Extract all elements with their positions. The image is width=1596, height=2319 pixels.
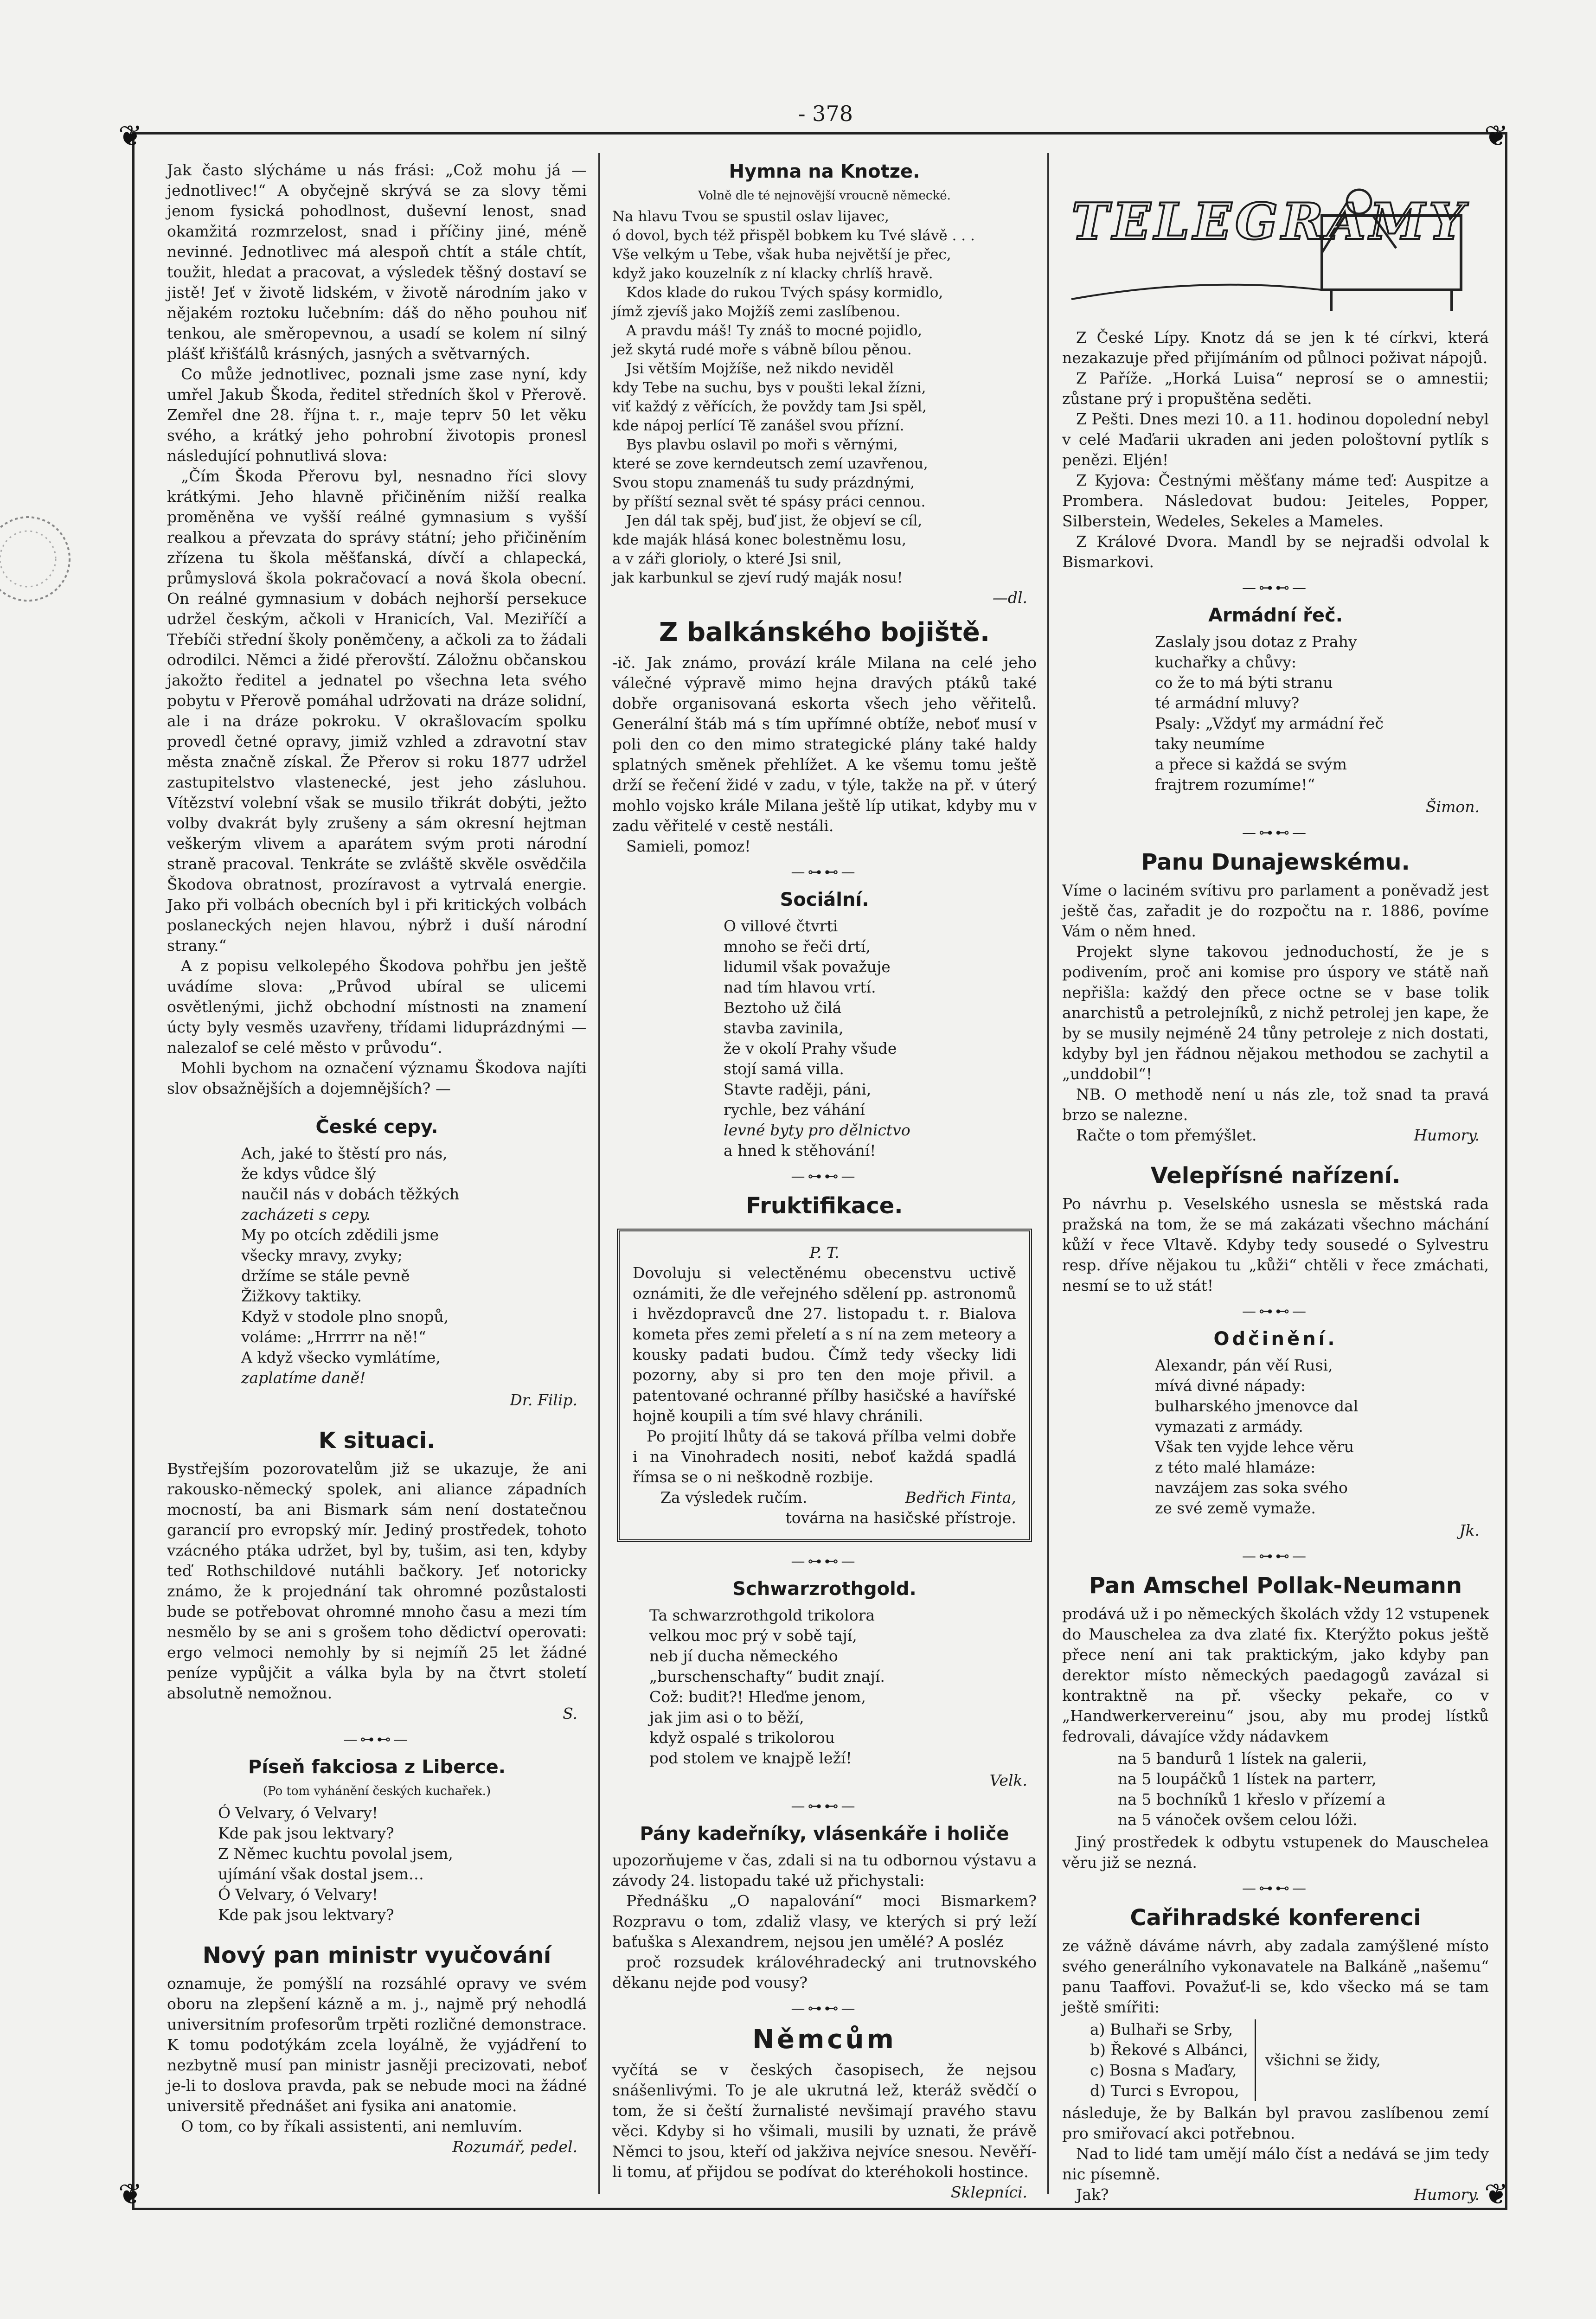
poem-line: když jako kouzelník z ní klacky chrlíš hravě. (612, 265, 933, 282)
paragraph: A z popisu velkolepého Škodova pohřbu jen ještě uvádíme slova: „Průvod ubíral se ulicemi osvětlenými, jichž obchodní místnosti na znamení úcty byly vesměs uzavřeny, třídami liduprázdnými — nalezalof se celé město v průvodu“. (167, 957, 587, 1057)
signature: S. (563, 1704, 577, 1723)
poem-line: O villové čtvrti (724, 917, 838, 935)
poem-line: Vše velkým u Tebe, však huba největší je přec, (612, 246, 951, 263)
poem-line: a hned k stěhování! (724, 1141, 876, 1160)
section-title: Němcům (752, 2024, 897, 2055)
list-item: d) Turci s Evropou, (1090, 2082, 1239, 2100)
poem-line: Ta schwarzrothgold trikolora (649, 1606, 875, 1624)
section-title: Odčinění. (1213, 1328, 1338, 1350)
divider-ornament-icon: —⊶⊷— (791, 864, 858, 880)
divider-ornament-icon: —⊶⊷— (343, 1731, 410, 1748)
paragraph: Projekt slyne takovou jednoduchostí, že je s podivením, proč ani komise pro úspory ve státě naň nepřišla: každý den přece octne se v base tolik anarchistů a petrolejníků, z nichž petrolej jen kape, že by se musily nejméně 24 tůny petroleje z nich dostati, kdyby byl jen řádnou nějakou methodou se zachytil a „unddobil“! (1062, 942, 1489, 1083)
poem-line: velkou moc prý v sobě tají, (649, 1627, 857, 1645)
poem-line: Z Němec kuchtu povolal jsem, (218, 1845, 453, 1863)
brace-list (1090, 2019, 1489, 2101)
section-title: Z balkánského bojiště. (659, 617, 990, 647)
poem-line: A pravdu máš! Ty znáš to mocné pojidlo, (626, 322, 923, 339)
poem-line: Žižkovy taktiky. (241, 1287, 362, 1305)
closing-line (1062, 2184, 1489, 2205)
poem-line: bulharského jmenovce dal (1155, 1397, 1359, 1415)
poem-line: té armádní mluvy? (1155, 694, 1300, 712)
poem (241, 1143, 587, 1388)
signature: Dr. Filip. (510, 1391, 577, 1409)
poem-line: Jsi větším Mojžíše, než nikdo neviděl (626, 360, 894, 377)
section-title: České cepy. (315, 1116, 438, 1138)
corner-ornament-icon: ❦ (118, 119, 142, 153)
divider-ornament-icon: —⊶⊷— (1242, 1880, 1309, 1896)
poem-line: kdy Tebe na suchu, bys v poušti lekal žízni, (612, 379, 926, 396)
telegram-item: Z Kyjova: Čestnými měšťany máme teď: Auspitze a Prombera. Následovat budou: Jeiteles, Popper, Silberstein, Wedeles, Sekeles a Mameles. (1062, 471, 1489, 530)
section-title: K situaci. (318, 1428, 436, 1454)
poem-line: voláme: „Hrrrrr na ně!“ (241, 1328, 426, 1346)
corner-ornament-icon: ❦ (1484, 119, 1508, 153)
paragraph: oznamuje, že pomýšlí na rozsáhlé opravy ve svém oboru na zlepšení kázně a m. j., najmě prý nehodlá universitním profesorům trpěti rozličné demonstrace. K tomu podotýkám zcela loyálně, že vyjádření to nezbytně musí pan ministr jasněji precizovati, neboť je-li to doslova pravda, pak se nebude moci na žádné universitě přednášet ani fysika ani anatomie. (167, 1974, 587, 2115)
paragraph: Samieli, pomoz! (626, 837, 751, 855)
paragraph: Přednášku „O napalování“ moci Bismarkem? Rozpravu o tom, zdaliž vlasy, ve kterých si prý leží baťuška s Alexandrem, nejsou jen umělé? A posléz (612, 1892, 1037, 1951)
signature: Sklepníci. (950, 2183, 1027, 2201)
signature: Šimon. (1425, 798, 1480, 816)
poem-line: ujímání však dostal jsem… (218, 1865, 424, 1883)
paragraph: Po návrhu p. Veselského usnesla se městská rada pražská na tom, že se má zakázati všechno máchání kůží v řece Vltavě. Kdyby tedy sousedé o Sylvestru resp. dříve nějakou tu „kůži“ chtěli v řece zmáchati, nesmí se to už stát! (1062, 1195, 1489, 1294)
poem-line: zacházeti s cepy. (241, 1205, 371, 1224)
poem-line: Což: budit?! Hleďme jenom, (649, 1688, 866, 1706)
poem-line: jež skytá rudé moře s vábně bílou pěnou. (612, 341, 912, 358)
poem-line: Ach, jaké to štěstí pro nás, (241, 1144, 448, 1162)
ad-closing (633, 1487, 1016, 1508)
corner-ornament-icon: ❦ (118, 2177, 142, 2211)
section-title: Schwarzrothgold. (732, 1578, 917, 1600)
column-rule (598, 153, 600, 2194)
closing-text: Račte o tom přemýšlet. (1076, 1126, 1257, 1144)
poem-line: levné byty pro dělnictvo (724, 1121, 910, 1139)
paragraph: Dovoluju si velectěnému obecenstvu uctivě oznámiti, že dle veřejného sdělení pp. astronomů i hvězdopravců dne 27. listopadu t. r. Bialova kometa přes zemi přeletí a s ní na zem meteory a kousky padati budou. Čímž tedy všecky lidi pozorny, aby si pro ten den moje přivil. a patentované ochranné přílby hasičské a havířské hojně koupili a tím své hlavy chránili. (633, 1264, 1016, 1425)
paragraph: ze vážně dáváme návrh, aby zadala zamýšlené místo svého generálního vykonavatele na Balkáně „našemu“ panu Taaffovi. Považuť-li se, kdo všecko má se tam ještě smířiti: (1062, 1937, 1489, 2016)
poem-line: Bys plavbu oslavil po moři s věrnými, (626, 436, 898, 453)
paragraph: vyčítá se v českých časopisech, že nejsou snášenlivými. To je ale ukrutná lež, kteráž svědčí o tom, že si čeští žurnalisté nevšimají pravého stavu věci. Kdyby si ho všimali, musili by uznati, že právě Němci to jsou, kteří od jakživa nejvíce snesou. Nevěří-li tomu, ať přijdou se podívat do kteréhokoli hostince. (612, 2061, 1037, 2181)
poem-line: lidumil však považuje (724, 958, 891, 976)
divider-ornament-icon: —⊶⊷— (1242, 580, 1309, 596)
poem-line: když ospalé s trikolorou (649, 1729, 835, 1747)
poem-line: ó dovol, bych též přispěl bobkem ku Tvé slávě . . . (612, 227, 975, 244)
signature: Humory. (1414, 2185, 1480, 2204)
list-item: na 5 bochníků 1 křeslo v přízemí a (1118, 1790, 1386, 1808)
poem-line: Zaslaly jsou dotaz z Prahy (1155, 633, 1357, 651)
section-title: Fruktifikace. (746, 1193, 903, 1219)
poem-line: Stavte raději, páni, (724, 1080, 872, 1098)
paragraph: proč rozsudek královéhradecký ani trutnovského děkanu nejde pod vousy? (612, 1953, 1037, 1992)
divider-ornament-icon: —⊶⊷— (791, 1798, 858, 1814)
section-title: Armádní řeč. (1208, 605, 1343, 626)
poem-line: „burschenschafty“ budit znají. (649, 1667, 885, 1685)
section-title: Pan Amschel Pollak-Neumann (1089, 1573, 1462, 1599)
poem-line: mívá divné nápady: (1155, 1377, 1306, 1395)
telegram-item: Z České Lípy. Knotz dá se jen k té církvi, která nezakazuje před přijímáním od půlnoci poživat nápojů. (1062, 328, 1489, 367)
poem-line: z této malé hlamáze: (1155, 1458, 1316, 1476)
poem-line: Jen dál tak spěj, buď jist, že objeví se cíl, (626, 512, 923, 529)
poem-line: taky neumíme (1155, 735, 1265, 753)
list-item: b) Řekové s Albánci, (1090, 2041, 1248, 2059)
poem-line: Svou stopu znamenáš tu sudy prázdnými, (612, 474, 915, 491)
poem-line: jak karbunkul se zjeví rudý maják nosu! (612, 570, 903, 586)
poem-line: kde maják hlásá konec bolestněmu losu, (612, 532, 906, 548)
paragraph: Po projití lhůty dá se taková přílba velmi dobře i na Vinohradech nositi, neboť každá spadlá římsa se o ni neškodně rozbije. (633, 1427, 1016, 1486)
poem-line: co že to má býti stranu (1155, 673, 1333, 692)
poem-line: navzájem zas soka svého (1155, 1479, 1348, 1497)
list-item: na 5 vánoček ovšem celou lóži. (1118, 1811, 1358, 1829)
list-item: na 5 loupáčků 1 lístek na parterr, (1118, 1770, 1377, 1788)
poem-line: frajtrem rozumíme!“ (1155, 775, 1315, 794)
poem-line: Alexandr, pán věí Rusi, (1155, 1356, 1333, 1374)
section-title: Velepřísné nařízení. (1150, 1163, 1401, 1189)
poem-line: a v záři glorioly, o které Jsi snil, (612, 551, 842, 567)
column-rule (1047, 153, 1049, 2194)
poem-line: Kdos klade do rukou Tvých spásy kormidlo, (626, 284, 943, 301)
signature: Jk. (1459, 1521, 1480, 1539)
section-title: Hymna na Knotze. (729, 161, 920, 182)
poem (1155, 632, 1489, 795)
poem-line: Beztoho už čilá (724, 999, 842, 1017)
section-title: Píseň fakciosa z Liberce. (248, 1756, 506, 1778)
poem-line: všecky mravy, zvyky; (241, 1246, 403, 1264)
poem-line: Ó Velvary, ó Velvary! (218, 1885, 378, 1903)
poem-line: stojí samá villa. (724, 1060, 844, 1078)
closing-text: Jak? (1076, 2185, 1109, 2204)
poem-line: ze své země vymaže. (1155, 1499, 1316, 1517)
divider-ornament-icon: —⊶⊷— (1242, 825, 1309, 841)
banner-title: TELEGRAMY (1071, 192, 1468, 251)
salutation: P. T. (809, 1243, 840, 1262)
poem-line: a přece si každá se svým (1155, 755, 1347, 773)
poem (1155, 1355, 1489, 1518)
advertisement-box (617, 1229, 1032, 1542)
closing-text: Za výsledek ručím. (660, 1488, 808, 1506)
list-item: c) Bosna s Maďary, (1090, 2061, 1237, 2079)
closing-line (1062, 1125, 1489, 1146)
poem-line: Však ten vyjde lehce věru (1155, 1438, 1354, 1456)
poem-line: zaplatíme daně! (241, 1369, 366, 1387)
poem-line: nad tím hlavou vrtí. (724, 978, 876, 996)
library-stamp (0, 503, 83, 615)
poem-line: kuchařky a chůvy: (1155, 653, 1297, 671)
poem-line: Kde pak jsou lektvary? (218, 1906, 394, 1924)
signature: Rozumář, pedel. (452, 2138, 577, 2156)
paragraph: „Čím Škoda Přerovu byl, nesnadno říci slovy krátkými. Jeho hlavně přičiněním nižší realka proměněna ve vyšší reálné gymnasium s vyšší realkou a převzata do správy státní; jeho přičiněním zřízena tu škola měšťanská, dívčí a chlapecká, průmyslová škola pokračovací a nová škola obecní. On reálné gymnasium v dobách nejhorší persekuce udržel českým, ačkoli v Hranicích, Val. Meziříčí a Třebíči střední školy poněmčeny, a ačkoli za to žádali odrodilci. Němci a židé přerovští. Záložnu občanskou jakožto ředitel a jednatel po všechna leta svého pobytu v Přerově pomáhal udržovati na dráze solidní, ale i na dráze pokroku. V okrašlovacím spolku provedl četné opravy, jimiž vzhled a zdravotní stav města značně získal. Že Přerov si roku 1877 udržel zastupitelstvo vlastenecké, jest jeho zásluhou. Vítězství volební však se musilo třikrát dobýti, ježto volby dvakrát byly zrušeny a sám okresní hejtman veškerým vlivem a aparátem svým proti národní straně pracoval. Tenkráte se zvláště skvěle osvědčila Škodova obratnost, prozíravost a vytrvalá energie. Jako při volbách obecních byl i při kritických volbách poslaneckých nejen hlavou, nýbrž i duší národní strany.“ (167, 467, 587, 955)
signature: Humory. (1414, 1126, 1480, 1144)
poem-line: by příští seznal svět té spásy práci cennou. (612, 493, 926, 510)
poem-line: pod stolem ve knajpě leží! (649, 1749, 852, 1767)
poem-line: jak jim asi o to běží, (649, 1708, 804, 1726)
poem-line: mnoho se řeči drtí, (724, 937, 871, 955)
poem-line: stavba zavinila, (724, 1019, 844, 1037)
telegram-item: Z Králové Dvora. Mandl by se nejradši odvolal k Bismarkovi. (1062, 532, 1489, 571)
poem-line: Na hlavu Tvou se spustil oslav lijavec, (612, 208, 890, 225)
price-list (1118, 1749, 1489, 1830)
section-title: Sociální. (780, 889, 869, 910)
poem-line: kde nápoj perlící Tě zanášel svou přízní. (612, 417, 904, 434)
poem (218, 1803, 587, 1925)
column-middle (612, 160, 1037, 2203)
poem-line: Kde pak jsou lektvary? (218, 1824, 394, 1842)
paragraph: Nad to lidé tam umějí málo číst a nedává se jim tedy nic písemně. (1062, 2145, 1489, 2183)
poem-line: Ó Velvary, ó Velvary! (218, 1804, 378, 1822)
poem-line: že v okolí Prahy všude (724, 1039, 897, 1057)
divider-ornament-icon: —⊶⊷— (791, 1168, 858, 1185)
paragraph: Mohli bychom na označení významu Škodova najíti slov obsažnějších a dojemnějších? — (167, 1059, 587, 1097)
paragraph: Co může jednotlivec, poznali jsme zase nyní, kdy umřel Jakub Škoda, ředitel středních škol v Přerově. Zemřel dne 28. října t. r., maje teprv 50 let věku svého, a krátký jeho pohrobní životopis pronesl následující pohnutlivá slova: (167, 365, 587, 465)
signature-detail: továrna na hasičské přístroje. (785, 1509, 1016, 1527)
poem-line: A když všecko vymlátíme, (241, 1348, 441, 1366)
paragraph: upozorňujeme v čas, zdali si na tu odbornou výstavu a závody 24. listopadu také už přichystali: (612, 1851, 1037, 1890)
poem-line: Psaly: „Vždyť my armádní řeč (1155, 714, 1384, 732)
divider-ornament-icon: —⊶⊷— (1242, 1303, 1309, 1320)
section-title: Panu Dunajewskému. (1141, 849, 1410, 875)
telegram-item: Z Paříže. „Horká Luisa“ neprosí se o amnestii; zůstane prý i propuštěna seděti. (1062, 369, 1489, 408)
column-left (167, 160, 587, 2157)
poem-line: rychle, bez váhání (724, 1101, 865, 1119)
poem-line: které se zove kerndeutsch zemí uzavřenou, (612, 455, 928, 472)
section-subtitle: (Po tom vyhánění českých kuchařek.) (263, 1784, 491, 1798)
section-title: Pány kadeřníky, vlásenkáře i holiče (640, 1823, 1009, 1845)
signature: —dl. (992, 589, 1027, 607)
paragraph: O tom, co by říkali assistenti, ani nemluvím. (181, 2117, 523, 2135)
paragraph: Víme o laciném svítivu pro parlament a poněvadž jest ještě čas, zařadit je do rozpočtu na r. 1886, povíme Vám o něm hned. (1062, 881, 1489, 940)
section-subtitle: Volně dle té nejnovější vroucně německé. (698, 189, 951, 203)
column-right (1062, 160, 1489, 2205)
telegramy-banner (1062, 160, 1489, 313)
paragraph: Bystřejším pozorovatelům již se ukazuje, že ani rakousko-německý spolek, ani aliance západních mocností, ba ani Bismark sám není dostatečnou garancií pro evropský mír. Jediný prostředek, tohoto vzácného ptáka udržet, byl by, tušim, asi ten, kdyby teď Rothschildové nutáhli bačkory. Jeť notoricky známo, že k projednání tak ohromné pozůstalosti bude se potřebovat ohromné mnoho času a mezi tím nesmělo by se ani s grošem toho dědictví operovati: ergo velmoci nemohly by si nejmíň 25 let žádné peníze vypůjčit a válka byla by na čtvrt století absolutně nemožnou. (167, 1460, 587, 1702)
poem-line: jímž zjevíš jako Mojžíš zemi zaslíbenou. (612, 303, 901, 320)
poem-line: naučil nás v dobách těžkých (241, 1185, 460, 1203)
telegram-item: Z Pešti. Dnes mezi 10. a 11. hodinou dopolední nebyl v celé Maďarii ukraden ani jeden pološtovní pytlík s penězi. Eljén! (1062, 410, 1489, 469)
section-title: Nový pan ministr vyučování (202, 1942, 551, 1968)
paragraph: Jak často slýcháme u nás frási: „Což mohu já — jednotlivec!“ A obyčejně skrývá se za slovy těmi jenom fysická pohodlnost, duševní lenost, snad okamžitá rozmrzelost, snad i příčiny jiné, méně nevinné. Jednotlivec má alespoň chtít a stále chtít, toužit, hledat a pracovat, a výsledek těšný dostaví se jistě! Jeť v životě lidském, v životě národním jako v nějakém roztoku lučebním: dáš do něho pouhou niť tenkou, ale směropevnou, a usadí se kolem ní silný plášť křišťálů krásných, jasných a světvarných. (167, 161, 587, 363)
poem-line: My po otcích zdědili jsme (241, 1226, 439, 1244)
paragraph: Jiný prostředek k odbytu vstupenek do Mauschelea věru již se nezná. (1062, 1833, 1489, 1871)
corner-ornament-icon: ❦ (1484, 2177, 1508, 2211)
divider-ornament-icon: —⊶⊷— (791, 1553, 858, 1569)
section-title: Cařihradské konferenci (1130, 1905, 1421, 1931)
divider-ornament-icon: —⊶⊷— (791, 2000, 858, 2017)
brace-label: všichni se židy, (1265, 2051, 1381, 2069)
poem (612, 207, 1037, 588)
list-item: na 5 bandurů 1 lístek na galerii, (1118, 1749, 1367, 1768)
paragraph: prodává už i po německých školách vždy 12 vstupenek do Mauschelea za dva zlaté fix. Kterýžto pokus ještě přece není ani tak praktickým, jako kdyby pan derektor místo německých paedagogů zavázal si kontraktně na př. všecky pekaře, co v „Handwerkervereinu“ jsou, aby mu prodej lístků fedrovali, dávajíce vždy nádavkem (1062, 1605, 1489, 1745)
paragraph: NB. O methodě není u nás zle, tož snad ta pravá brzo se nalezne. (1062, 1085, 1489, 1124)
poem-line: Když v stodole plno snopů, (241, 1307, 449, 1326)
paragraph: -ič. Jak známo, provází krále Milana na celé jeho válečné výpravě mimo hejna dravých ptáků také dobře organisovaná eskorta všech jeho věřitelů. Generální štáb má s tím upřímné obtíže, neboť musí v poli den co den mimo strategické plány také haldy splatných směnek přehlížet. A ke všemu tomu ještě drží se řečení židé v zadu, v týle, takže na př. v úterý mohlo vojsko krále Milana ještě líp utikat, kdyby mu v zadu věřitelé v cestě nestáli. (612, 653, 1037, 835)
signature: Velk. (989, 1771, 1027, 1789)
poem-line: držíme se stále pevně (241, 1267, 410, 1285)
paragraph: následuje, že by Balkán byl pravou zaslíbenou zemí pro smiřovací akci potřebnou. (1062, 2104, 1489, 2142)
list (1090, 2019, 1256, 2101)
poem-line: že kdys vůdce šlý (241, 1165, 376, 1183)
divider-ornament-icon: —⊶⊷— (1242, 1548, 1309, 1564)
page-number: - 378 (798, 101, 853, 126)
signature: Bedřich Finta, (905, 1488, 1016, 1506)
list-item: a) Bulhaři se Srby, (1090, 2020, 1233, 2038)
poem (649, 1605, 1037, 1768)
poem-line: viť každý z věřících, že povždy tam Jsi spěl, (612, 398, 927, 415)
poem-line: neb jí ducha německého (649, 1647, 838, 1665)
poem-line: vymazati z armády. (1155, 1417, 1303, 1435)
poem (724, 916, 1037, 1161)
